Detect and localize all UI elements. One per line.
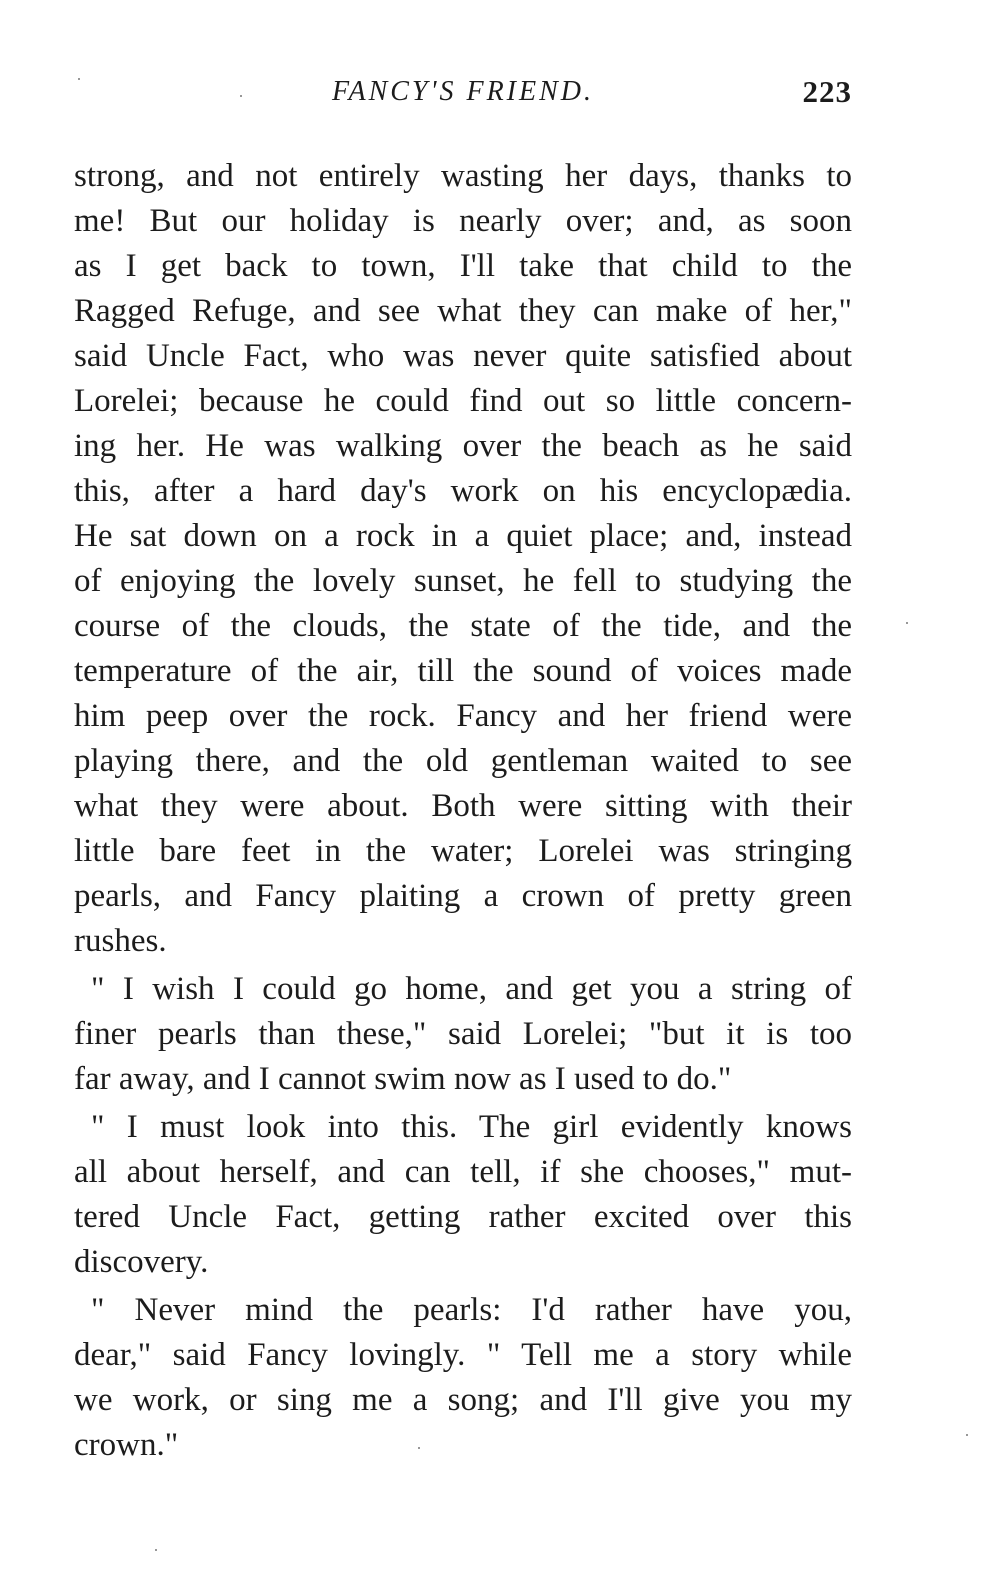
text-line: what they were about. Both were sitting with their <box>74 788 852 824</box>
paper-speck <box>418 1447 420 1449</box>
text-line: Lorelei; because he could find out so little concern- <box>74 383 852 419</box>
paper-speck <box>78 78 80 80</box>
body-text <box>74 154 852 1468</box>
text-line: we work, or sing me a song; and I'll give you my <box>74 1382 852 1418</box>
text-line: course of the clouds, the state of the tide, and the <box>74 608 852 644</box>
text-line: discovery. <box>74 1244 209 1280</box>
text-line: playing there, and the old gentleman waited to see <box>74 743 852 779</box>
text-line: far away, and I cannot swim now as I used to do." <box>74 1061 732 1097</box>
paper-speck <box>240 95 242 97</box>
text-line: him peep over the rock. Fancy and her friend were <box>74 698 852 734</box>
text-line: dear," said Fancy lovingly. " Tell me a story while <box>74 1337 852 1373</box>
paper-speck <box>155 1549 157 1551</box>
paragraph-1 <box>74 154 852 964</box>
text-line: ing her. He was walking over the beach as he said <box>74 428 852 464</box>
text-line: crown." <box>74 1427 179 1463</box>
text-line: " Never mind the pearls: I'd rather have you, <box>91 1292 852 1328</box>
text-line: temperature of the air, till the sound of voices made <box>74 653 852 689</box>
text-line: of enjoying the lovely sunset, he fell to studying the <box>74 563 852 599</box>
paragraph-4 <box>74 1288 852 1468</box>
text-line: He sat down on a rock in a quiet place; and, instead <box>74 518 852 554</box>
text-line: Ragged Refuge, and see what they can make of her," <box>74 293 852 329</box>
paper-speck <box>906 622 908 624</box>
text-line: this, after a hard day's work on his encyclopædia. <box>74 473 852 509</box>
text-line: rushes. <box>74 923 167 959</box>
text-line: little bare feet in the water; Lorelei was stringing <box>74 833 852 869</box>
paragraph-3 <box>74 1105 852 1285</box>
running-title: FANCY'S FRIEND. <box>331 76 595 107</box>
text-line: " I wish I could go home, and get you a string of <box>91 971 852 1007</box>
text-line: strong, and not entirely wasting her days, thanks to <box>74 158 852 194</box>
text-line: as I get back to town, I'll take that child to the <box>74 248 852 284</box>
page-number: 223 <box>802 74 852 109</box>
text-line: finer pearls than these," said Lorelei; "but it is too <box>74 1016 852 1052</box>
text-line: " I must look into this. The girl evidently knows <box>91 1109 852 1145</box>
text-line: me! But our holiday is nearly over; and, as soon <box>74 203 852 239</box>
text-line: pearls, and Fancy plaiting a crown of pretty green <box>74 878 852 914</box>
paper-speck <box>966 1434 968 1436</box>
text-line: tered Uncle Fact, getting rather excited over this <box>74 1199 852 1235</box>
text-line: all about herself, and can tell, if she chooses," mut- <box>74 1154 852 1190</box>
paragraph-2 <box>74 967 852 1102</box>
running-head <box>74 76 852 120</box>
text-line: said Uncle Fact, who was never quite satisfied about <box>74 338 852 374</box>
